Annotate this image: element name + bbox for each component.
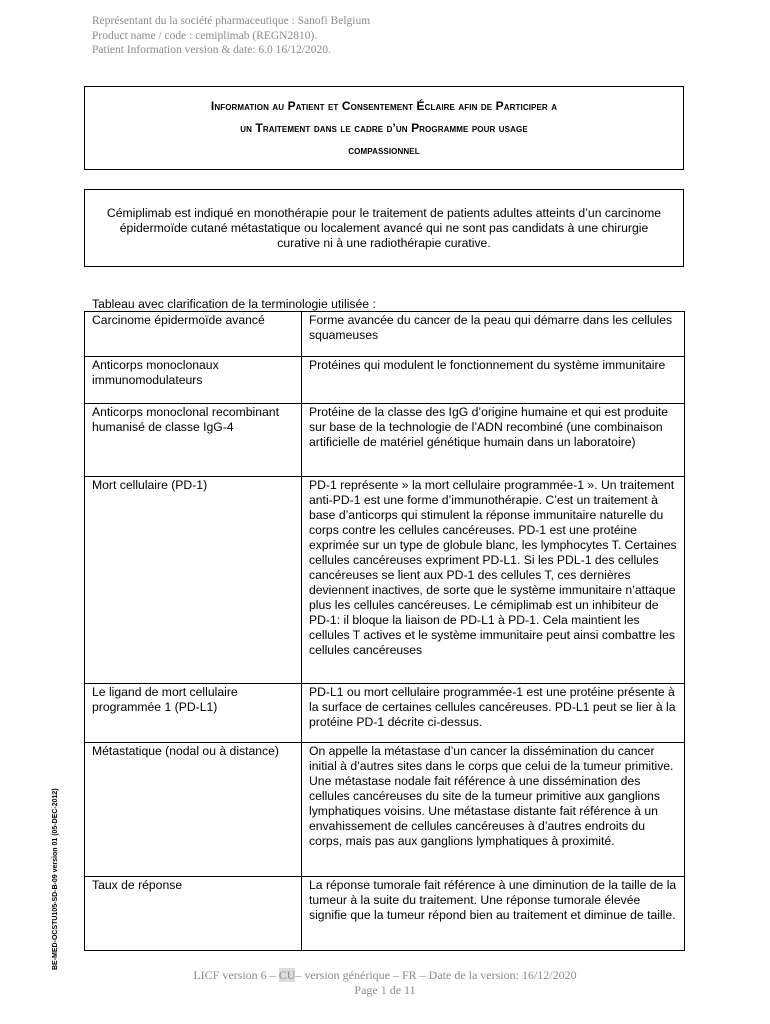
footer-version-suffix: – version générique – FR – Date de la version: 16/12/2020 — [295, 968, 577, 982]
footer-version-prefix: LICF version 6 – — [193, 968, 276, 982]
page-number: Page 1 de 11 — [354, 983, 416, 997]
table-row — [85, 743, 685, 877]
title-box — [84, 86, 684, 170]
title-line-1: Information au Patient et Consentement Éclaire afin de Participer a — [210, 99, 558, 113]
indication-box — [84, 189, 684, 267]
definition-cell: Protéine de la classe des IgG d’origine humaine et qui est produite sur base de la technologie de l’ADN recombiné (une combinaison artificielle de matériel génétique humain dans un laboratoire) — [302, 404, 685, 477]
definition-cell: PD-1 représente » la mort cellulaire programmée-1 ». Un traitement anti-PD-1 est une forme d’immunothérapie. C’est un traitement à base d’anticorps qui stimulent la réponse immunitaire naturelle du corps contre les cellules cancéreuses. PD-1 est une protéine exprimée sur un type de globule blanc, les lymphocytes T. Certaines cellules cancéreuses expriment PD-L1. Si les PDL-1 des cellules cancéreuses se lient aux PD-1 des cellules T, ces dernières deviennent inactives, de sorte que le système immunitaire n’attaque plus les cellules cancéreuses. Le cémiplimab est un inhibiteur de PD-1: il bloque la liaison de PD-L1 à PD-1. Cela maintient les cellules T actives et le système immunitaire peut ainsi combattre les cellules cancéreuses — [302, 477, 685, 684]
table-row — [85, 877, 685, 951]
definition-cell: Protéines qui modulent le fonctionnement du système immunitaire — [302, 357, 685, 404]
term-cell: Anticorps monoclonaux immunomodulateurs — [85, 357, 302, 404]
definition-cell: La réponse tumorale fait référence à une diminution de la taille de la tumeur à la suite du traitement. Une réponse tumorale élevée signifie que la tumeur répond bien au traitement et diminue de taille. — [302, 877, 685, 951]
table-caption: Tableau avec clarification de la terminologie utilisée : — [92, 297, 376, 311]
term-cell: Anticorps monoclonal recombinant humanisé de classe IgG-4 — [85, 404, 302, 477]
term-cell: Le ligand de mort cellulaire programmée 1 (PD-L1) — [85, 684, 302, 743]
term-cell: Métastatique (nodal ou à distance) — [85, 743, 302, 877]
table-row — [85, 312, 685, 357]
table-row — [85, 404, 685, 477]
table-row — [85, 477, 685, 684]
definition-cell: PD-L1 ou mort cellulaire programmée-1 est une protéine présente à la surface de certaines cellules cancéreuses. PD-L1 peut se lier à la protéine PD-1 décrite ci-dessus. — [302, 684, 685, 743]
header-company: Représentant du la société pharmaceutique : Sanofi Belgium — [92, 15, 371, 27]
term-cell: Carcinome épidermoïde avancé — [85, 312, 302, 357]
terminology-table — [84, 311, 685, 951]
footer-cu-highlight: CU — [278, 968, 296, 982]
indication-text: Cémiplimab est indiqué en monothérapie pour le traitement de patients adultes atteints d’un carcinome épidermoïde cutané métastatique ou localement avancé qui ne sont pas candidats à une chirurgie curative ni à une radiothérapie curative. — [106, 205, 662, 250]
side-document-code: BE-MED-OCSTU105-SD-B-09 version 01 (05-DEC-2012) — [52, 788, 59, 970]
footer-version-line — [0, 968, 770, 983]
title-line-2: un Traitement dans le cadre d’un Programme pour usage — [240, 121, 528, 135]
definition-cell: Forme avancée du cancer de la peau qui démarre dans les cellules squameuses — [302, 312, 685, 357]
table-row — [85, 684, 685, 743]
header-version: Patient Information version & date: 6.0 16/12/2020. — [92, 44, 331, 56]
table-row — [85, 357, 685, 404]
document-header — [92, 14, 370, 58]
document-title — [199, 95, 569, 161]
definition-cell: On appelle la métastase d’un cancer la dissémination du cancer initial à d’autres sites dans le corps que celui de la tumeur primitive. Une métastase nodale fait référence à une dissémination des cellules cancéreuses du site de la tumeur primitive aux ganglions lymphatiques voisins. Une métastase distante fait référence à un envahissement de cellules cancéreuses à d’autres endroits du corps, mais pas aux ganglions lymphatiques à proximité. — [302, 743, 685, 877]
header-product: Product name / code : cemiplimab (REGN2810). — [92, 29, 318, 42]
page-footer — [0, 968, 770, 998]
term-cell: Mort cellulaire (PD-1) — [85, 477, 302, 684]
term-cell: Taux de réponse — [85, 877, 302, 951]
title-line-3: compassionnel — [348, 143, 420, 157]
